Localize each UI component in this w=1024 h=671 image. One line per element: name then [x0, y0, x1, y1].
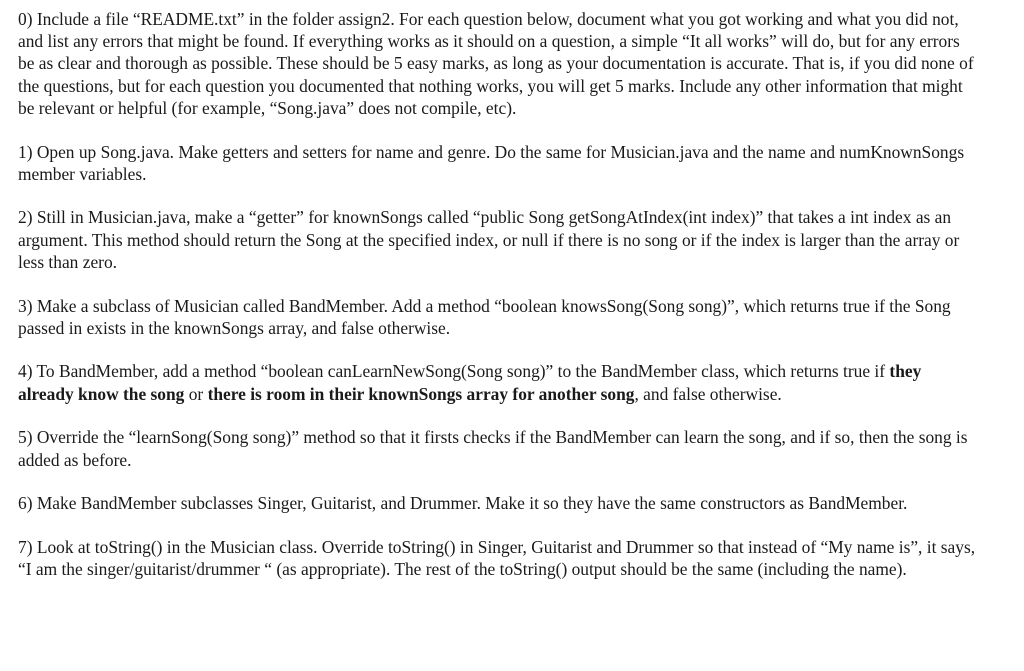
question-7: 7) Look at toString() in the Musician class. Override toString() in Singer, Guitarist and Drummer so that instead of “My name is”, it says, “I am the singer/guitarist/drummer “ (as appropriate). The rest of the toString() output should be the same (including the name). [18, 536, 976, 580]
question-5: 5) Override the “learnSong(Song song)” method so that it firsts checks if the BandMember can learn the song, and if so, then the song is added as before. [18, 427, 968, 470]
question-4-text-c: , and false otherwise. [634, 383, 782, 404]
question-0: 0) Include a file “README.txt” in the folder assign2. For each question below, document what you got working and what you did not, and list any errors that might be found. If everything works as it should on a question, a simple “It all works” will do, but for any errors be as clear and thorough as possible. These should be 5 easy marks, as long as your documentation is accurate. That is, if you did none of the questions, but for each question you documented that nothing works, you will get 5 marks. Include any other information that might be relevant or helpful (for example, “Song.java” does not compile, etc). [18, 9, 974, 118]
question-1: 1) Open up Song.java. Make getters and setters for name and genre. Do the same for Musician.java and the name and numKnownSongs member variables. [18, 141, 965, 184]
question-2: 2) Still in Musician.java, make a “getter” for knownSongs called “public Song getSongAtIndex(int index)” that takes a int index as an argument. This method should return the Song at the specified index, or null if there is no song or if the index is larger than the array or less than zero. [18, 207, 960, 272]
question-4-bold-b: there is room in their knownSongs array for another song [207, 383, 635, 404]
question-4-text-b: or [184, 383, 208, 404]
question-6: 6) Make BandMember subclasses Singer, Guitarist, and Drummer. Make it so they have the same constructors as BandMember. [18, 493, 908, 514]
assignment-document [18, 8, 980, 602]
question-4 [18, 360, 980, 404]
question-3: 3) Make a subclass of Musician called BandMember. Add a method “boolean knowsSong(Song song)”, which returns true if the Song passed in exists in the knownSongs array, and false otherwise. [18, 295, 951, 338]
question-4-text-a: 4) To BandMember, add a method “boolean canLearnNewSong(Song song)” to the BandMember class, which returns true if [18, 361, 890, 382]
question-4-bold-a: they already know the song [18, 361, 922, 404]
